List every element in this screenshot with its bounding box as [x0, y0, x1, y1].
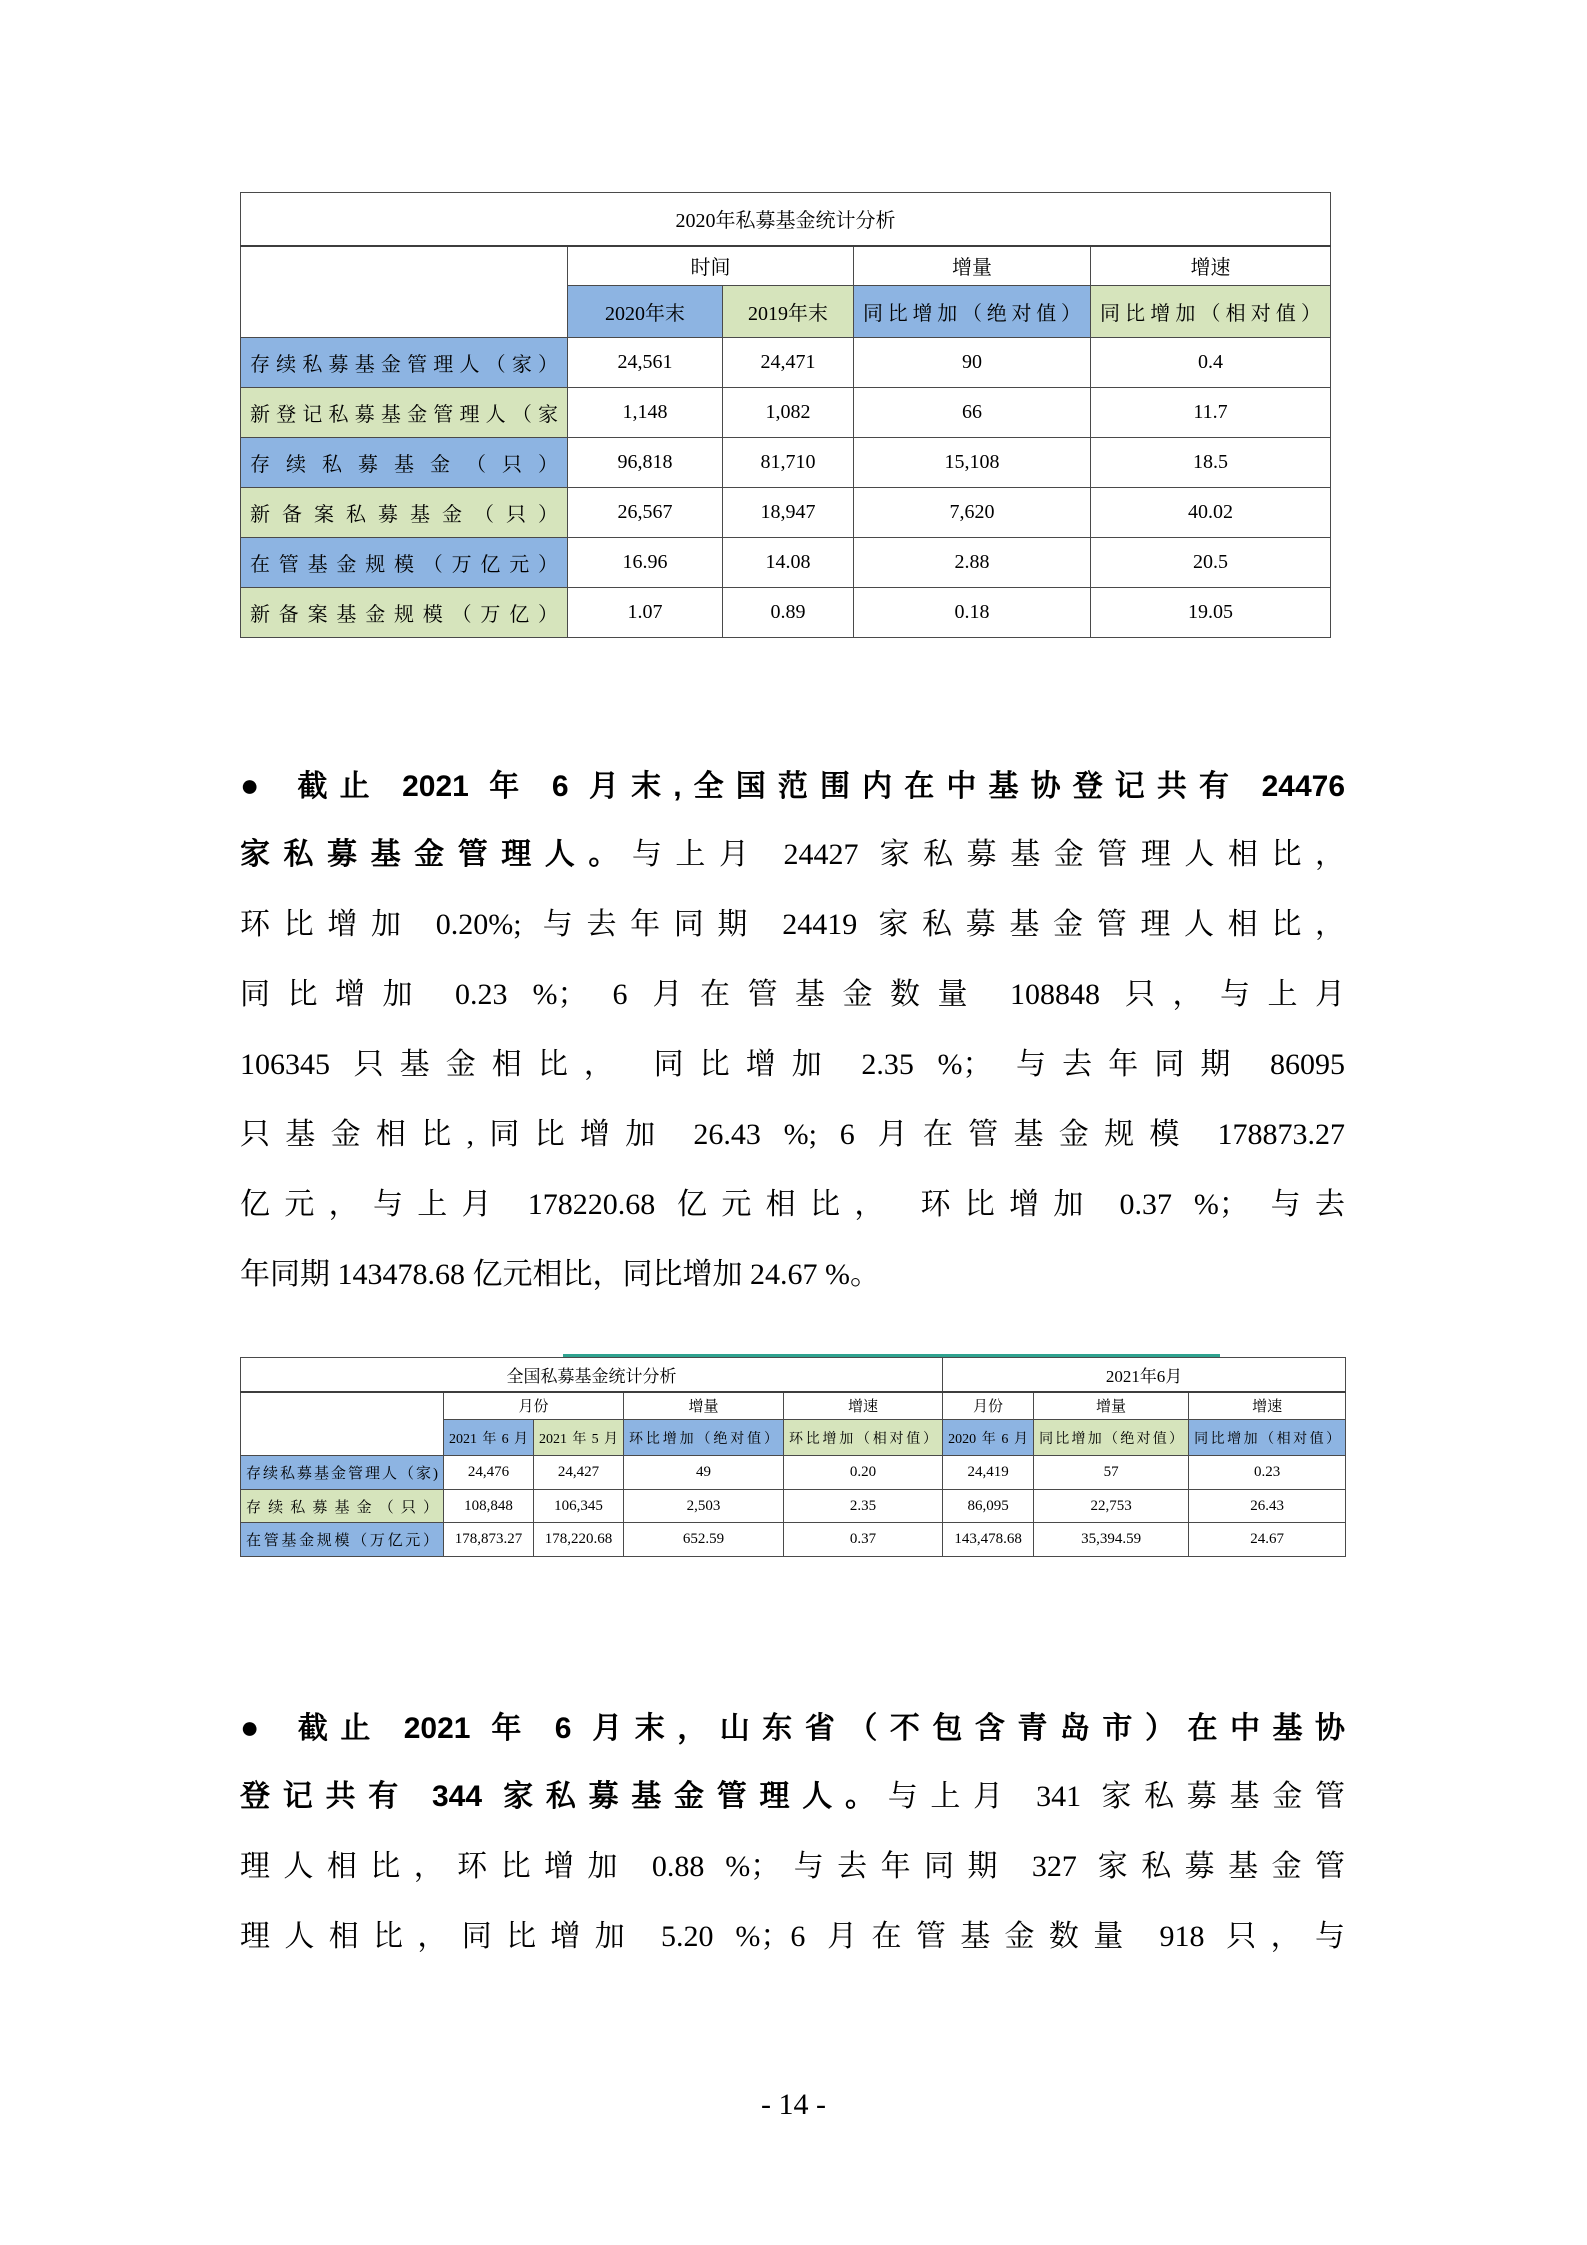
cell: 7,620 [854, 488, 1091, 538]
bullet-paragraph-shandong [240, 1692, 1345, 1972]
cell: 0.20 [784, 1456, 943, 1490]
body-text: 年同期 143478.68 亿元相比，同比增加 24.67 %。 [240, 1258, 880, 1291]
subheader-202006: 2020年6月 [943, 1420, 1034, 1456]
column-group-month-mom: 月份 [444, 1392, 624, 1420]
body-text: 与上月 341 家私募基金管 [887, 1780, 1345, 1813]
column-group-growth: 增速 [1091, 246, 1331, 286]
bold-text: 登记共有 344 家私募基金管理人。 [240, 1780, 888, 1813]
paragraph-line [240, 1692, 1345, 1762]
column-group-increment-yoy: 增量 [1034, 1392, 1189, 1420]
table-row [241, 588, 1331, 638]
cell: 86,095 [943, 1490, 1034, 1523]
stats-table-2020 [240, 192, 1331, 638]
cell: 26,567 [568, 488, 723, 538]
empty-corner-cell [241, 1392, 444, 1456]
row-label: 存续私募基金（只） [241, 1490, 444, 1523]
cell: 2,503 [624, 1490, 784, 1523]
table-row [241, 1456, 1346, 1490]
row-label: 新备案私募基金（只） [241, 488, 568, 538]
subheader-202105: 2021年5月 [534, 1420, 624, 1456]
cell: 1.07 [568, 588, 723, 638]
cell: 11.7 [1091, 388, 1331, 438]
cell: 178,220.68 [534, 1523, 624, 1557]
cell: 16.96 [568, 538, 723, 588]
subheader-2019: 2019年末 [723, 286, 854, 338]
column-group-growth-yoy: 增速 [1189, 1392, 1346, 1420]
body-text: 理人相比，同比增加 5.20 %；6 月在管基金数量 918 只，与 [240, 1920, 1345, 1953]
table-row [241, 538, 1331, 588]
cell: 2.35 [784, 1490, 943, 1523]
cell: 19.05 [1091, 588, 1331, 638]
column-group-growth-mom: 增速 [784, 1392, 943, 1420]
cell: 96,818 [568, 438, 723, 488]
body-text: 106345 只基金相比， 同比增加 2.35 %； 与去年同期 86095 [240, 1048, 1345, 1081]
cell: 20.5 [1091, 538, 1331, 588]
column-group-increment-mom: 增量 [624, 1392, 784, 1420]
table-group-header-row [241, 1392, 1346, 1420]
body-text: 只基金相比,同比增加 26.43 %; 6 月在管基金规模 178873.27 [240, 1118, 1345, 1151]
cell: 0.18 [854, 588, 1091, 638]
body-text: 与上月 24427 家私募基金管理人相比， [631, 838, 1345, 871]
paragraph-line [240, 820, 1345, 890]
cell: 90 [854, 338, 1091, 388]
cell: 22,753 [1034, 1490, 1189, 1523]
row-label: 存续私募基金（只） [241, 438, 568, 488]
row-label: 存续私募基金管理人（家) [241, 1456, 444, 1490]
cell: 24,427 [534, 1456, 624, 1490]
column-group-increment: 增量 [854, 246, 1091, 286]
table-group-header-row [241, 246, 1331, 286]
paragraph-line [240, 750, 1345, 820]
cell: 14.08 [723, 538, 854, 588]
body-text: 环比增加 0.20%; 与去年同期 24419 家私募基金管理人相比， [240, 908, 1345, 941]
cell: 24,419 [943, 1456, 1034, 1490]
cell: 18,947 [723, 488, 854, 538]
row-label: 在管基金规模（万亿元） [241, 1523, 444, 1557]
row-label: 存续私募基金管理人（家） [241, 338, 568, 388]
column-group-time: 时间 [568, 246, 854, 286]
subheader-202106: 2021年6月 [444, 1420, 534, 1456]
table-title-row [241, 1358, 1346, 1392]
cell: 0.89 [723, 588, 854, 638]
column-group-month-yoy: 月份 [943, 1392, 1034, 1420]
body-text: 理人相比，环比增加 0.88 %；与去年同期 327 家私募基金管 [240, 1850, 1345, 1883]
bullet-icon: ● [240, 767, 272, 803]
subheader-mom-abs: 环比增加（绝对值） [624, 1420, 784, 1456]
paragraph-line [240, 1100, 1345, 1170]
cell: 652.59 [624, 1523, 784, 1557]
bullet-paragraph-national [240, 750, 1345, 1310]
paragraph-line [240, 1762, 1345, 1832]
cell: 18.5 [1091, 438, 1331, 488]
paragraph-line [240, 1902, 1345, 1972]
bold-text: 家私募基金管理人。 [240, 838, 632, 871]
table-row [241, 1490, 1346, 1523]
table-row [241, 388, 1331, 438]
page-number: - 14 - [761, 2088, 826, 2121]
paragraph-line [240, 890, 1345, 960]
table-title: 2020年私募基金统计分析 [241, 193, 1331, 246]
subheader-yoy-abs: 同比增加（绝对值） [854, 286, 1091, 338]
row-label: 在管基金规模（万亿元） [241, 538, 568, 588]
row-label: 新备案基金规模（万亿） [241, 588, 568, 638]
cell: 0.37 [784, 1523, 943, 1557]
row-label: 新登记私募基金管理人（家 [241, 388, 568, 438]
cell: 2.88 [854, 538, 1091, 588]
cell: 143,478.68 [943, 1523, 1034, 1557]
cell: 0.4 [1091, 338, 1331, 388]
paragraph-line [240, 1170, 1345, 1240]
cell: 1,148 [568, 388, 723, 438]
cell: 0.23 [1189, 1456, 1346, 1490]
cell: 40.02 [1091, 488, 1331, 538]
subheader-mom-rel: 环比增加（相对值） [784, 1420, 943, 1456]
body-text: 同比增加 0.23 %； 6 月在管基金数量 108848 只，与上月 [240, 978, 1345, 1011]
bold-text: 截止 2021 年 6 月末，山东省（不包含青岛市）在中基协 [297, 1712, 1345, 1745]
cell: 15,108 [854, 438, 1091, 488]
subheader-yoy-rel: 同比增加（相对值） [1189, 1420, 1346, 1456]
cell: 24,471 [723, 338, 854, 388]
cell: 24,476 [444, 1456, 534, 1490]
table-title-right: 2021年6月 [943, 1358, 1346, 1392]
bold-text: 截止 2021 年 6 月末,全国范围内在中基协登记共有 24476 [297, 770, 1345, 803]
cell: 178,873.27 [444, 1523, 534, 1557]
cell: 108,848 [444, 1490, 534, 1523]
cell: 24.67 [1189, 1523, 1346, 1557]
cell: 1,082 [723, 388, 854, 438]
body-text: 亿元，与上月 178220.68 亿元相比， 环比增加 0.37 %； 与去 [240, 1188, 1345, 1221]
paragraph-line [240, 1030, 1345, 1100]
paragraph-line [240, 960, 1345, 1030]
stats-table-national-202106 [240, 1357, 1346, 1557]
paragraph-line [240, 1832, 1345, 1902]
cell: 24,561 [568, 338, 723, 388]
cell: 35,394.59 [1034, 1523, 1189, 1557]
table-row [241, 338, 1331, 388]
subheader-2020: 2020年末 [568, 286, 723, 338]
cell: 26.43 [1189, 1490, 1346, 1523]
cell: 57 [1034, 1456, 1189, 1490]
cell: 49 [624, 1456, 784, 1490]
empty-corner-cell [241, 246, 568, 338]
bullet-icon: ● [240, 1709, 272, 1745]
table-row [241, 1523, 1346, 1557]
cell: 81,710 [723, 438, 854, 488]
cell: 106,345 [534, 1490, 624, 1523]
subheader-yoy-abs: 同比增加（绝对值） [1034, 1420, 1189, 1456]
cell: 66 [854, 388, 1091, 438]
paragraph-line [240, 1240, 1345, 1310]
table-title-left: 全国私募基金统计分析 [241, 1358, 943, 1392]
table-title-row [241, 193, 1331, 246]
table-row [241, 488, 1331, 538]
table-row [241, 438, 1331, 488]
subheader-yoy-rel: 同比增加（相对值） [1091, 286, 1331, 338]
